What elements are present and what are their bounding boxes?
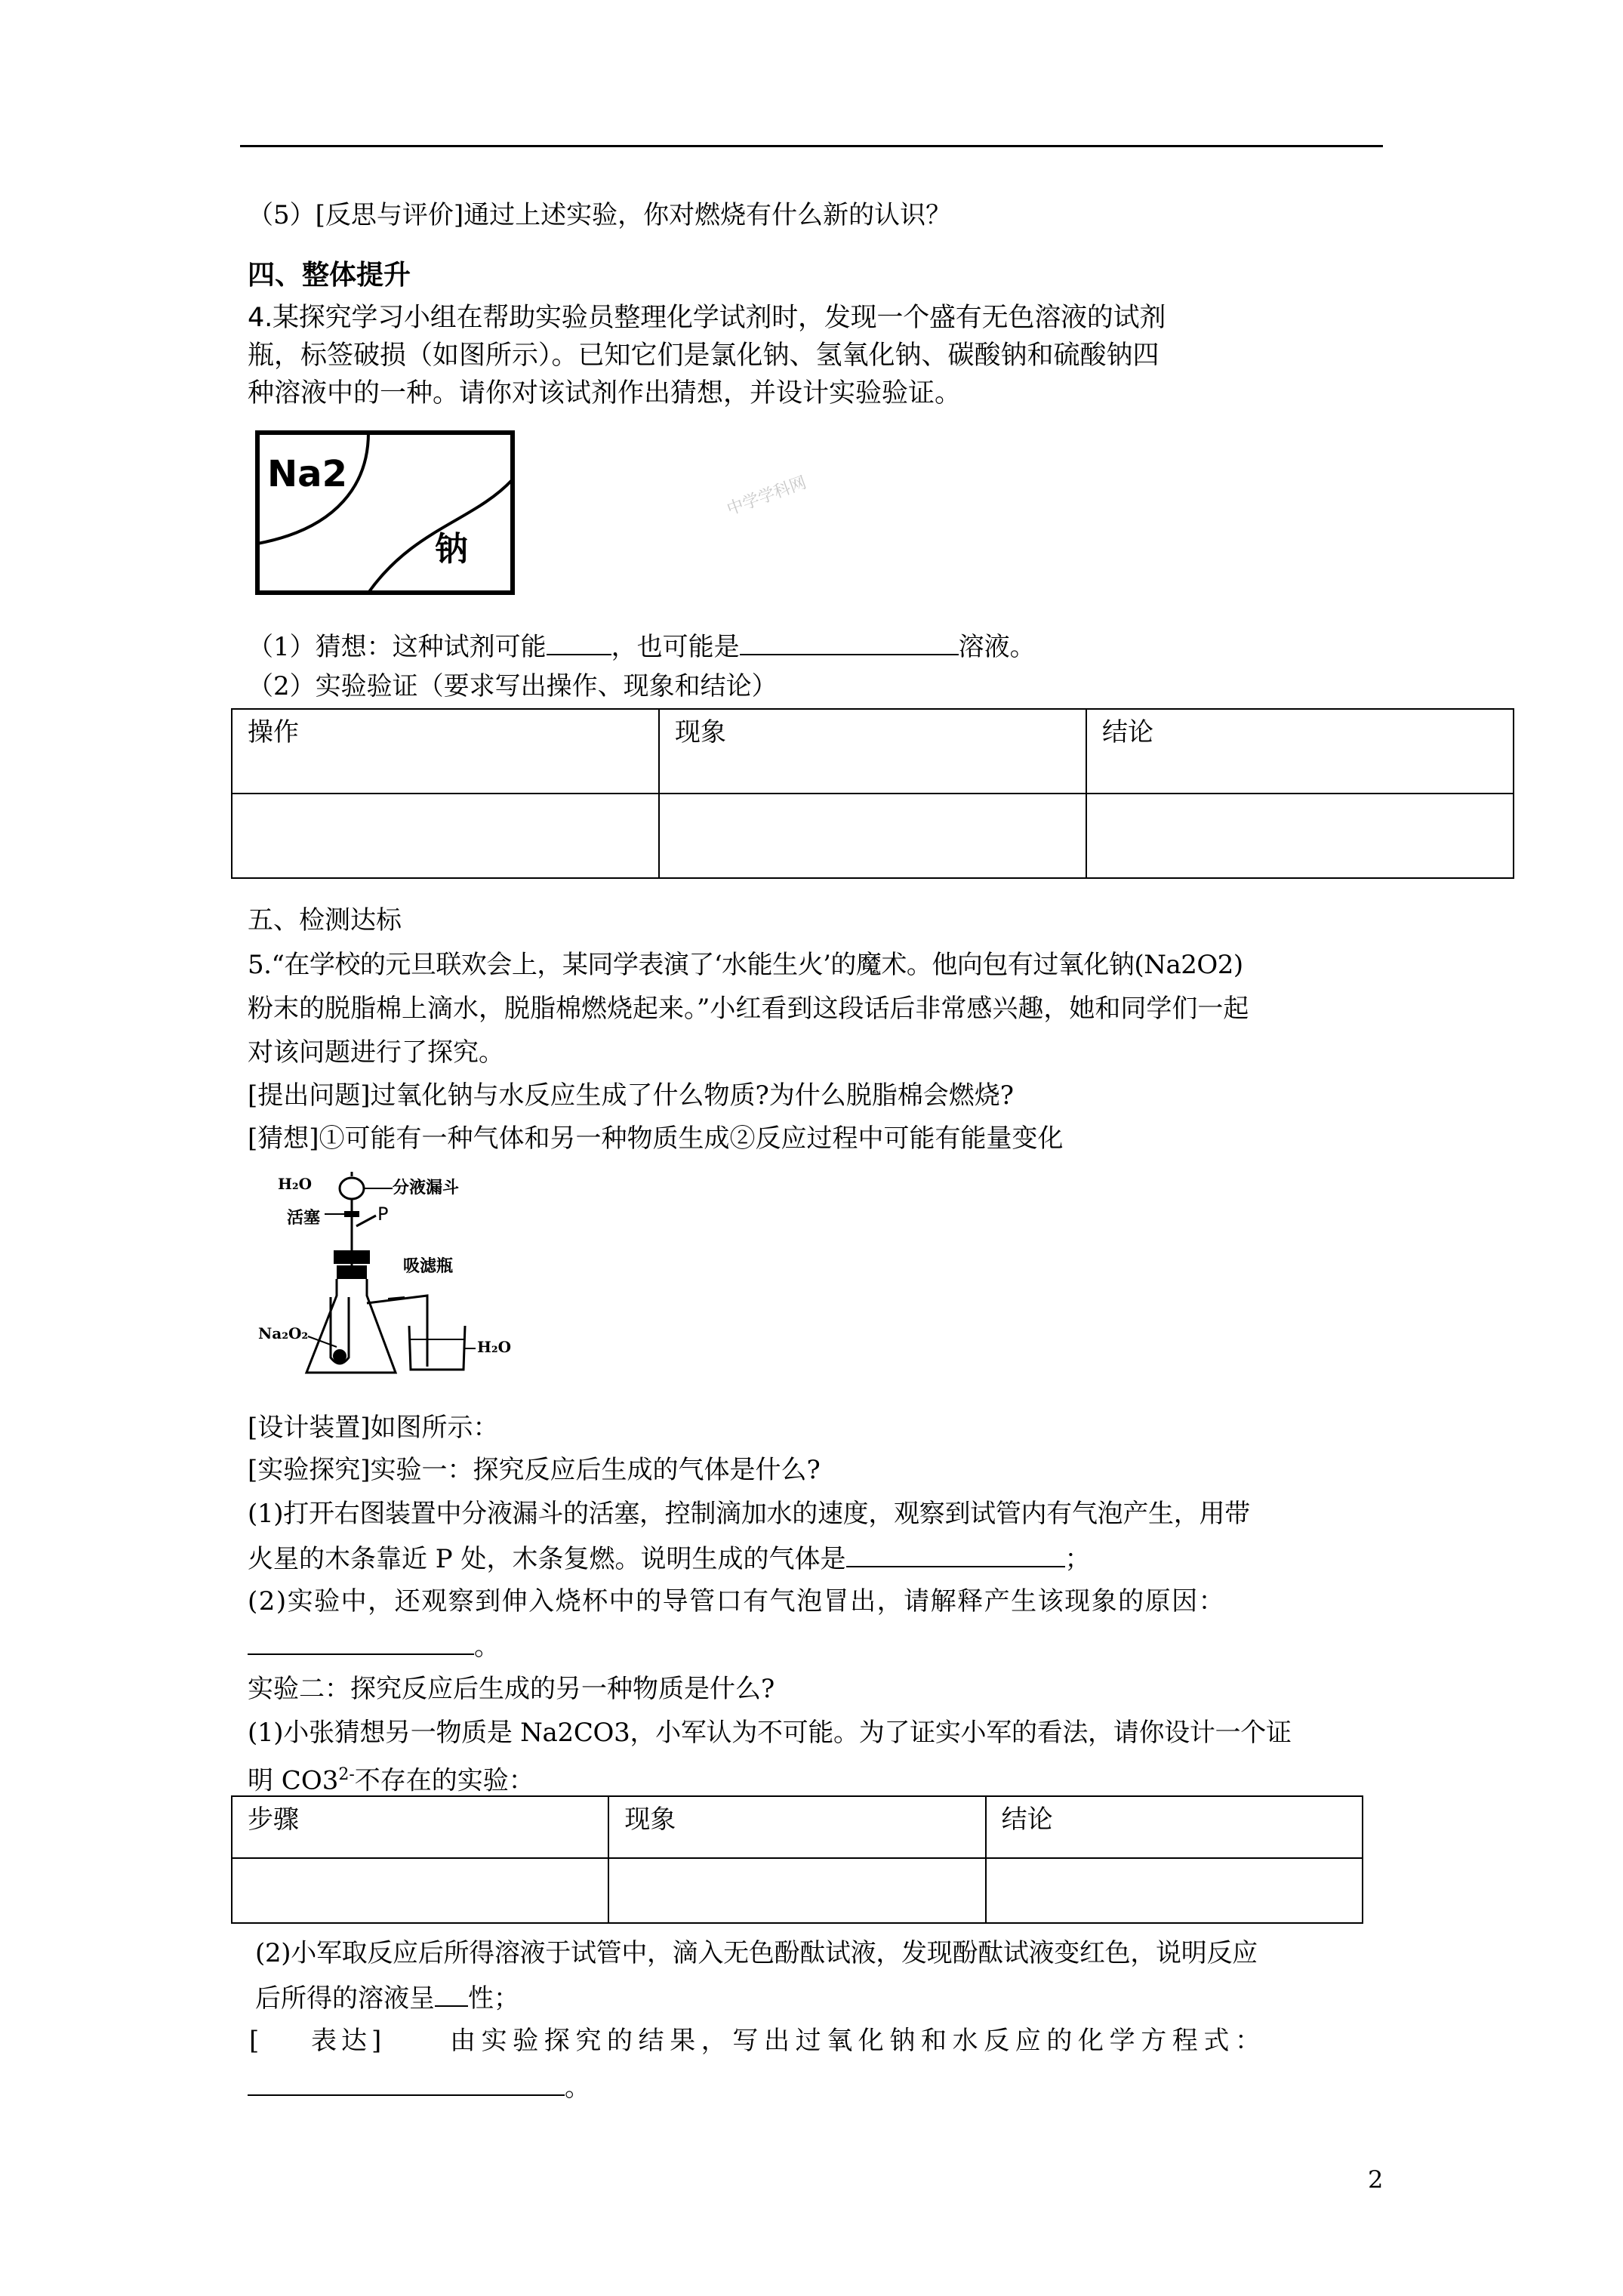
express-text: 由实验探究的结果，写出过氧化钠和水反应的化学方程式： <box>450 2026 1267 2056</box>
apparatus-label-h2o-top: H₂O <box>278 1175 313 1193</box>
table-row <box>232 1858 1363 1923</box>
exp1-text: 火星的木条靠近 P 处，木条复燃。说明生成的气体是 <box>248 1544 846 1574</box>
express-end: 。 <box>565 2073 590 2103</box>
q4-line2: 瓶，标签破损（如图所示）。已知它们是氯化钠、氢氧化钠、碳酸钠和硫酸钠四 <box>248 341 1160 371</box>
apparatus-label-valve: 活塞 <box>287 1209 321 1228</box>
experiment1-heading: [实验探究]实验一：探究反应后生成的气体是什么? <box>248 1455 821 1485</box>
label-text-sodium: 钠 <box>435 530 468 569</box>
table-header-phenomenon: 现象 <box>608 1796 985 1858</box>
experiment1-step1-line2 <box>248 1540 1091 1576</box>
table-cell-blank[interactable] <box>232 794 659 878</box>
apparatus-label-funnel: 分液漏斗 <box>393 1179 460 1197</box>
table-row <box>232 794 1514 878</box>
exp1-step2-end: 。 <box>474 1632 500 1662</box>
apparatus-label-p: P <box>377 1203 389 1225</box>
broken-label-figure <box>255 430 515 595</box>
guess-part1: （1）猜想：这种试剂可能 <box>248 632 547 662</box>
section5-heading: 五、检测达标 <box>248 905 402 935</box>
experiment1-step2-line1: (2)实验中，还观察到伸入烧杯中的导管口有气泡冒出，请解释产生该现象的原因： <box>248 1586 1226 1616</box>
guess-blank-1[interactable] <box>547 628 611 655</box>
reflection-question: （5）[反思与评价]通过上述实验，你对燃烧有什么新的认识？ <box>248 200 952 230</box>
verify-instruction: （2）实验验证（要求写出操作、现象和结论） <box>248 671 778 701</box>
table-header-conclusion: 结论 <box>1086 709 1514 794</box>
experiment2-heading: 实验二：探究反应后生成的另一种物质是什么? <box>248 1674 775 1704</box>
watermark-text: 中学学科网 <box>724 473 809 519</box>
table-row <box>232 709 1514 794</box>
q5-line2: 粉末的脱脂棉上滴水，脱脂棉燃烧起来。”小红看到这段话后非常感兴趣，她和同学们一起 <box>248 994 1249 1024</box>
reason-answer-blank[interactable] <box>248 1628 474 1655</box>
apparatus-label-flask: 吸滤瓶 <box>403 1257 454 1276</box>
table-header-steps: 步骤 <box>232 1796 608 1858</box>
q4-line1: 4.某探究学习小组在帮助实验员整理化学试剂时，发现一个盛有无色溶液的试剂 <box>248 303 1166 333</box>
guess-part2: ，也可能是 <box>611 632 740 662</box>
table-cell-blank[interactable] <box>1086 794 1514 878</box>
equation-answer-blank[interactable] <box>248 2069 565 2096</box>
verification-table <box>231 708 1514 879</box>
table-row <box>232 1796 1363 1858</box>
exp2-text-a: 明 CO3 <box>248 1765 339 1796</box>
table-header-operation: 操作 <box>232 709 659 794</box>
q5-line1: 5.“在学校的元旦联欢会上，某同学表演了‘水能生火’的魔术。他向包有过氧化钠(Na2O2) <box>248 950 1243 980</box>
apparatus-figure <box>255 1169 542 1395</box>
property-answer-blank[interactable] <box>435 1980 468 2007</box>
gas-answer-blank[interactable] <box>846 1540 1065 1567</box>
experiment2-step1-line1: (1)小张猜想另一物质是 Na2CO3，小军认为不可能。为了证实小军的看法，请你设计一个证 <box>248 1718 1292 1748</box>
table-header-phenomenon: 现象 <box>659 709 1086 794</box>
guess-part3: 溶液。 <box>958 632 1036 662</box>
header-rule <box>240 145 1383 147</box>
exp2-superscript: 2- <box>338 1765 355 1784</box>
section4-heading: 四、整体提升 <box>248 260 411 291</box>
table-cell-blank[interactable] <box>232 1858 608 1923</box>
table-cell-blank[interactable] <box>659 794 1086 878</box>
experiment2-step2-line2 <box>255 1980 519 2016</box>
guess-line <box>248 628 1036 664</box>
carbonate-test-table <box>231 1795 1363 1924</box>
experiment2-step2-line1: (2)小军取反应后所得溶液于试管中，滴入无色酚酞试液，发现酚酞试液变红色，说明反应 <box>255 1938 1258 1968</box>
apparatus-drawing <box>255 1169 542 1395</box>
express-bracket: [ <box>249 2026 260 2056</box>
table-header-conclusion: 结论 <box>986 1796 1363 1858</box>
experiment1-step1-line1: (1)打开右图装置中分液漏斗的活塞，控制滴加水的速度，观察到试管内有气泡产生，用带 <box>248 1499 1250 1529</box>
apparatus-label-na2o2: Na₂O₂ <box>258 1324 309 1342</box>
q5-line3: 对该问题进行了探究。 <box>248 1037 504 1068</box>
q4-line3: 种溶液中的一种。请你对该试剂作出猜想，并设计实验验证。 <box>248 378 962 408</box>
exp1-end: ； <box>1064 1544 1091 1574</box>
design-line: [设计装置]如图所示： <box>248 1413 499 1443</box>
express-line2 <box>248 2069 590 2105</box>
express-label: 表达] <box>311 2026 387 2056</box>
experiment1-step2-line2 <box>248 1628 500 1664</box>
experiment2-step1-line2 <box>248 1758 534 1798</box>
apparatus-label-h2o-right: H₂O <box>477 1338 512 1356</box>
exp2-step2-end: 性； <box>468 1983 519 2014</box>
guess-blank-2[interactable] <box>740 628 959 655</box>
table-cell-blank[interactable] <box>608 1858 985 1923</box>
exp2-text-b: 不存在的实验： <box>354 1765 534 1796</box>
page-number: 2 <box>1368 2165 1384 2194</box>
label-text-na2: Na2 <box>267 453 347 495</box>
q5-question: [提出问题]过氧化钠与水反应生成了什么物质?为什么脱脂棉会燃烧? <box>248 1080 1014 1111</box>
q5-hypothesis: [猜想]①可能有一种气体和另一种物质生成②反应过程中可能有能量变化 <box>248 1123 1064 1154</box>
exp2-step2-text: 后所得的溶液呈 <box>255 1983 435 2014</box>
table-cell-blank[interactable] <box>986 1858 1363 1923</box>
